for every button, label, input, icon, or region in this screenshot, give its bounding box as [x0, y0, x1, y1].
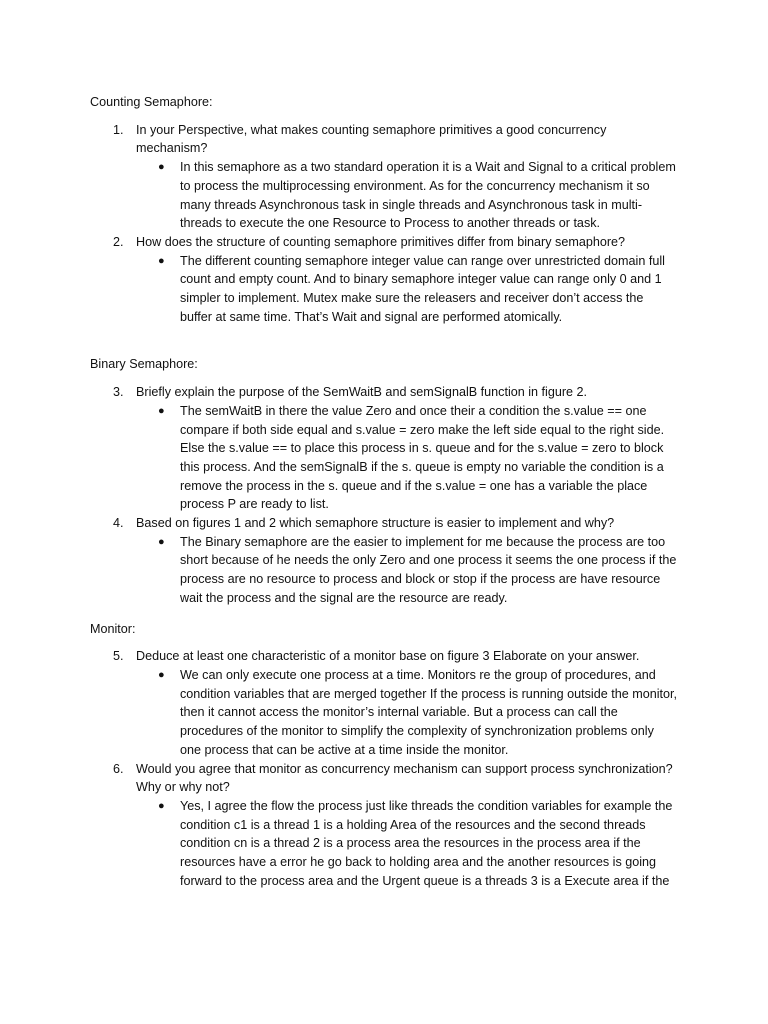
- question-text: Based on figures 1 and 2 which semaphore structure is easier to implement and why?: [136, 516, 615, 531]
- question-2: [90, 233, 678, 252]
- answer-text: The Binary semaphore are the easier to implement for me because the process are too short because of he needs the only Zero and one process it seems the one process if the process are no resource to process and block or stop if the process are have resource wait the process and the signal are the resource are ready.: [180, 534, 677, 605]
- section-title-counting-semaphore: Counting Semaphore:: [90, 95, 213, 109]
- answer-1: [90, 158, 678, 233]
- answer-text: In this semaphore as a two standard operation it is a Wait and Signal to a critical problem to process the multiprocessing environment. As for the concurrency mechanism it so many threads Asynchronous task in single threads and Asynchronous task in multi-threads to execute the one Resource to Process to another threads or task.: [180, 160, 676, 231]
- answer-text: The semWaitB in there the value Zero and once their a condition the s.value == one compare if both side equal and s.value = zero make the left side equal to the right side. Else the s.value == to place this process in s. queue and for the s.value = zero to block this process. And the semSignalB if the s. queue is empty no variable the condition is a remove the process in the s. queue and if the s.value = one has a variable the place process P are ready to list.: [180, 403, 665, 512]
- bullet-icon: ●: [158, 668, 165, 681]
- question-number: 4.: [113, 516, 124, 531]
- section-title-monitor: Monitor:: [90, 621, 136, 636]
- bullet-icon: ●: [158, 535, 165, 548]
- question-3: [90, 383, 678, 402]
- question-number: 6.: [113, 761, 124, 776]
- question-text: How does the structure of counting semaphore primitives differ from binary semaphore?: [136, 234, 626, 249]
- question-text: Briefly explain the purpose of the SemWaitB and semSignalB function in figure 2.: [136, 385, 588, 400]
- question-number: 3.: [113, 385, 124, 400]
- question-1: [90, 121, 678, 158]
- section-title-binary-semaphore: Binary Semaphore:: [90, 357, 198, 372]
- answer-text: We can only execute one process at a time. Monitors re the group of procedures, and condition variables that are merged together If the process is running outside the monitor, then it cannot access the monitor’s internal variable. But a process can call the procedures of the monitor to simplify the complexity of synchronization problems only one process that can be active at a time inside the monitor.: [180, 667, 678, 757]
- question-6: [90, 760, 678, 797]
- bullet-icon: ●: [158, 161, 165, 174]
- question-text: In your Perspective, what makes counting semaphore primitives a good concurrency mechanism?: [136, 122, 607, 156]
- question-4: [90, 514, 678, 533]
- answer-6: [90, 797, 678, 891]
- answer-text: The different counting semaphore integer value can range over unrestricted domain full count and empty count. And to binary semaphore integer value can range only 0 and 1 simpler to implement. Mutex make sure the releasers and receiver don’t access the buffer at same time. That’s Wait and signal are performed atomically.: [180, 253, 665, 324]
- bullet-icon: ●: [158, 254, 165, 267]
- answer-text: Yes, I agree the flow the process just like threads the condition variables for example the condition c1 is a thread 1 is a holding Area of the resources and the second threads condition cn is a thread 2 is a process area the resources in the process area if the resources have a error he go back to holding area and the another resources is going forward to the process area and the Urgent queue is a threads 3 is a Execute area if the: [180, 798, 673, 888]
- bullet-icon: ●: [158, 404, 165, 417]
- answer-4: [90, 533, 678, 608]
- question-text: Deduce at least one characteristic of a monitor base on figure 3 Elaborate on your answer.: [136, 649, 640, 664]
- question-number: 2.: [113, 234, 124, 249]
- question-number: 5.: [113, 649, 124, 664]
- answer-3: [90, 402, 678, 514]
- question-number: 1.: [113, 122, 124, 137]
- question-5: [90, 647, 678, 666]
- bullet-icon: ●: [158, 799, 165, 812]
- question-text: Would you agree that monitor as concurrency mechanism can support process synchronization? Why or why not?: [136, 761, 673, 795]
- answer-2: [90, 252, 678, 327]
- answer-5: [90, 666, 678, 760]
